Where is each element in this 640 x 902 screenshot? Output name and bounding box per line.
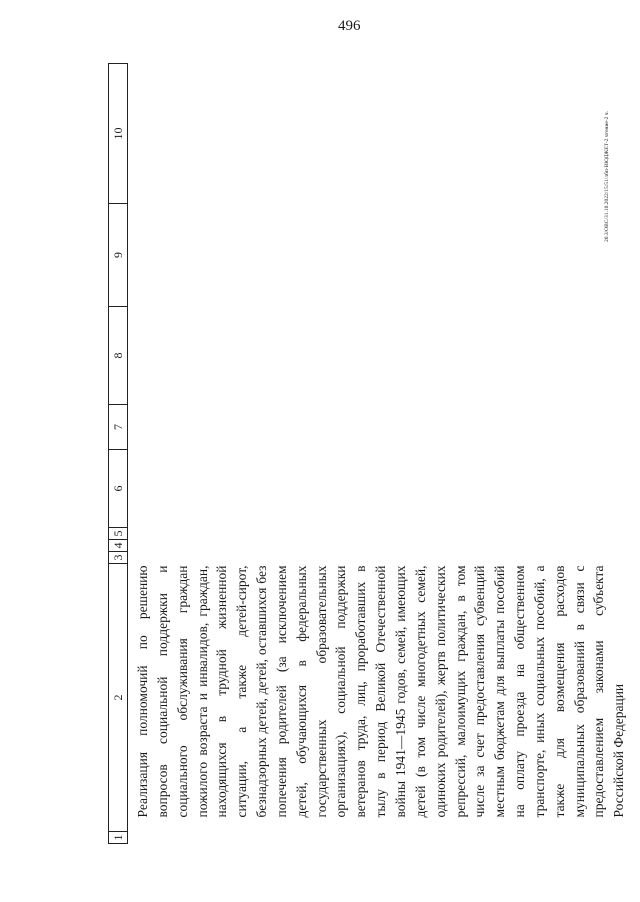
header-col-3: 3 — [109, 552, 128, 564]
cell-col-9 — [128, 204, 630, 307]
budget-table — [108, 63, 629, 844]
cell-col-6 — [128, 450, 630, 528]
header-col-10: 10 — [109, 64, 128, 204]
cell-col-8 — [128, 307, 630, 405]
header-col-6: 6 — [109, 450, 128, 528]
cell-col-3 — [128, 552, 630, 564]
header-col-2: 2 — [109, 564, 128, 832]
header-row — [109, 64, 128, 844]
table-row — [128, 64, 630, 844]
cell-col-7 — [128, 405, 630, 450]
header-col-4: 4 — [109, 540, 128, 552]
header-col-8: 8 — [109, 307, 128, 405]
header-col-1: 1 — [109, 832, 128, 844]
cell-col-1 — [128, 832, 630, 844]
cell-col-5 — [128, 528, 630, 540]
cell-col-4 — [128, 540, 630, 552]
header-col-7: 7 — [109, 405, 128, 450]
header-col-9: 9 — [109, 204, 128, 307]
cell-col-10 — [128, 64, 630, 204]
side-note-text: 20.3/ОВС/31.10.2022/15:51/лбп-ВЮДЖЕТ-2 чтение-2 ч. — [604, 111, 610, 242]
page-number: 496 — [338, 18, 361, 34]
row-description: Реализация полномочий по решению вопросов социальной поддержки и социального обслуживания граждан пожилого возраста и инвалидов, граждан, находящихся в трудной жизненной ситуации, а также детей-сирот, безнадзорных детей, детей, оставшихся без попечения родителей (за исключением детей, обучающихся в федеральных государственных образовательных организациях), социальной поддержки ветеранов труда, лиц, проработавших в тылу в период Великой Отечественной войны 1941—1945 годов, семей, имеющих детей (в том числе многодетных семей, одиноких родителей), жертв политических репрессий, малоимущих граждан, в том числе за счет предоставления субвенций местным бюджетам для выплаты пособий на оплату проезда на общественном транспорте, иных социальных пособий, а также для возмещения расходов муниципальных образований в связи с предоставлением законами субъекта Российской Федерации — [135, 565, 627, 818]
header-col-5: 5 — [109, 528, 128, 540]
